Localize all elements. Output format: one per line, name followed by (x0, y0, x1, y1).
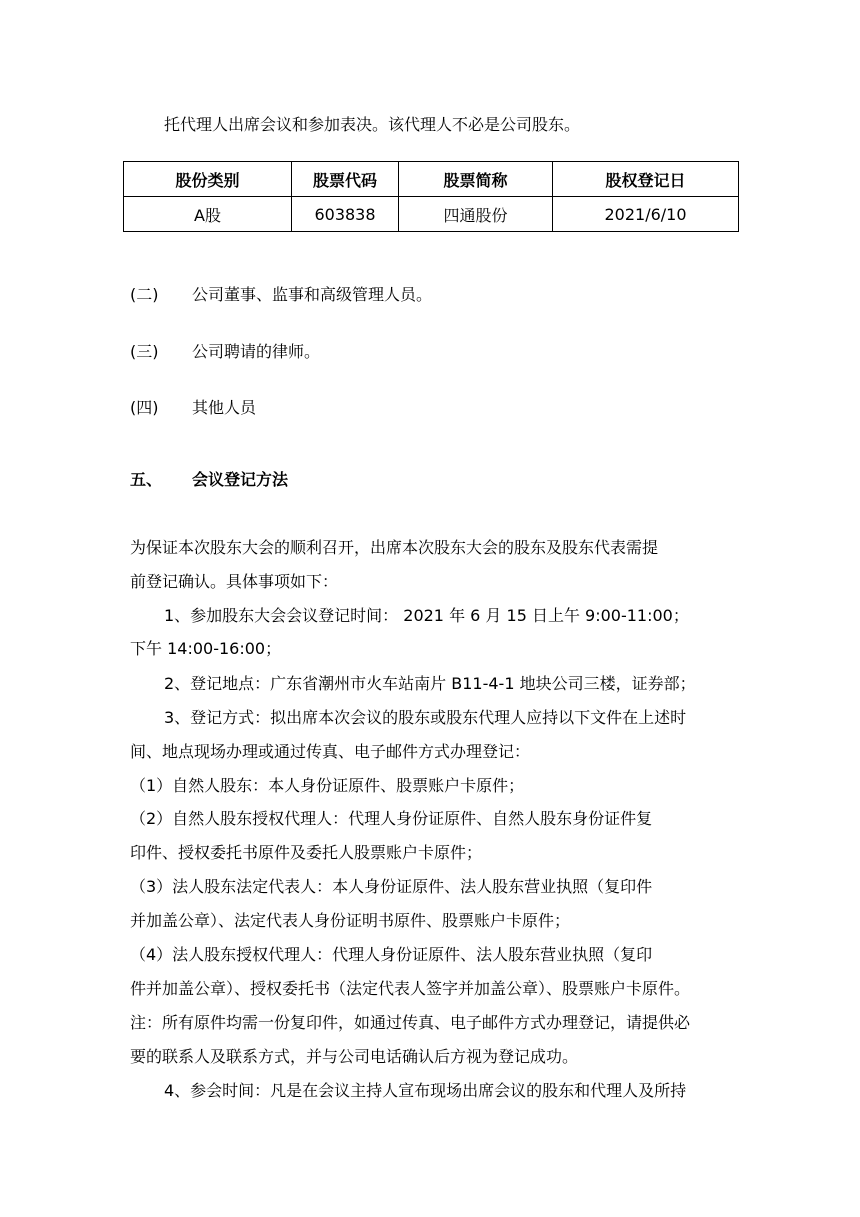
table-cell: 四通股份 (399, 197, 553, 232)
attendee-number: (四) (130, 398, 159, 417)
body-line: 印件、授权委托书原件及委托人股票账户卡原件； (130, 843, 483, 862)
body-line: 下午 14:00-16:00； (130, 639, 282, 658)
attendee-text: 公司董事、监事和高级管理人员。 (192, 285, 433, 304)
body-line: 要的联系人及联系方式，并与公司电话确认后方视为登记成功。 (130, 1047, 579, 1066)
body-line: 件并加盖公章）、授权委托书（法定代表人签字并加盖公章）、股票账户卡原件。 (130, 979, 691, 998)
section-heading (130, 469, 288, 491)
body-line: 3、登记方式：拟出席本次会议的股东或股东代理人应持以下文件在上述时 (164, 708, 687, 727)
table-header-cell: 股票代码 (292, 162, 399, 197)
body-line: 为保证本次股东大会的顺利召开，出席本次股东大会的股东及股东代表需提 (130, 538, 659, 557)
attendee-number: (二) (130, 285, 159, 304)
table-header-cell: 股权登记日 (553, 162, 739, 197)
table-header-row (124, 162, 739, 197)
table-cell: 603838 (292, 197, 399, 232)
attendee-item (130, 284, 432, 306)
body-line: （2）自然人股东授权代理人：代理人身份证原件、自然人股东身份证件复 (130, 809, 653, 828)
body-line: 并加盖公章）、法定代表人身份证明书原件、股票账户卡原件； (130, 911, 571, 930)
table-header-cell: 股份类别 (124, 162, 292, 197)
body-line: 注：所有原件均需一份复印件，如通过传真、电子邮件方式办理登记，请提供必 (130, 1013, 691, 1032)
body-line: 间、地点现场办理或通过传真、电子邮件方式办理登记： (130, 742, 531, 761)
attendee-text: 其他人员 (192, 398, 257, 417)
body-line: （1）自然人股东：本人身份证原件、股票账户卡原件； (130, 776, 525, 795)
body-line: 2、登记地点：广东省潮州市火车站南片 B11-4-1 地块公司三楼，证券部； (164, 674, 696, 693)
intro-line: 托代理人出席会议和参加表决。该代理人不必是公司股东。 (164, 115, 581, 134)
section-title: 会议登记方法 (192, 470, 289, 489)
section-number: 五、 (130, 470, 163, 489)
attendee-number: (三) (130, 342, 159, 361)
attendee-text: 公司聘请的律师。 (192, 342, 321, 361)
table-cell: 2021/6/10 (553, 197, 739, 232)
body-line: （4）法人股东授权代理人：代理人身份证原件、法人股东营业执照（复印 (130, 945, 653, 964)
attendee-item (130, 341, 320, 363)
body-line: （3）法人股东法定代表人：本人身份证原件、法人股东营业执照（复印件 (130, 877, 653, 896)
table-header-cell: 股票简称 (399, 162, 553, 197)
attendee-item (130, 397, 256, 419)
table-row (124, 197, 739, 232)
body-line: 前登记确认。具体事项如下： (130, 572, 339, 591)
table-cell: A股 (124, 197, 292, 232)
share-info-table (123, 161, 739, 232)
body-line: 1、参加股东大会会议登记时间： 2021 年 6 月 15 日上午 9:00-11:00； (164, 606, 689, 625)
body-line: 4、参会时间：凡是在会议主持人宣布现场出席会议的股东和代理人及所持 (164, 1081, 687, 1100)
